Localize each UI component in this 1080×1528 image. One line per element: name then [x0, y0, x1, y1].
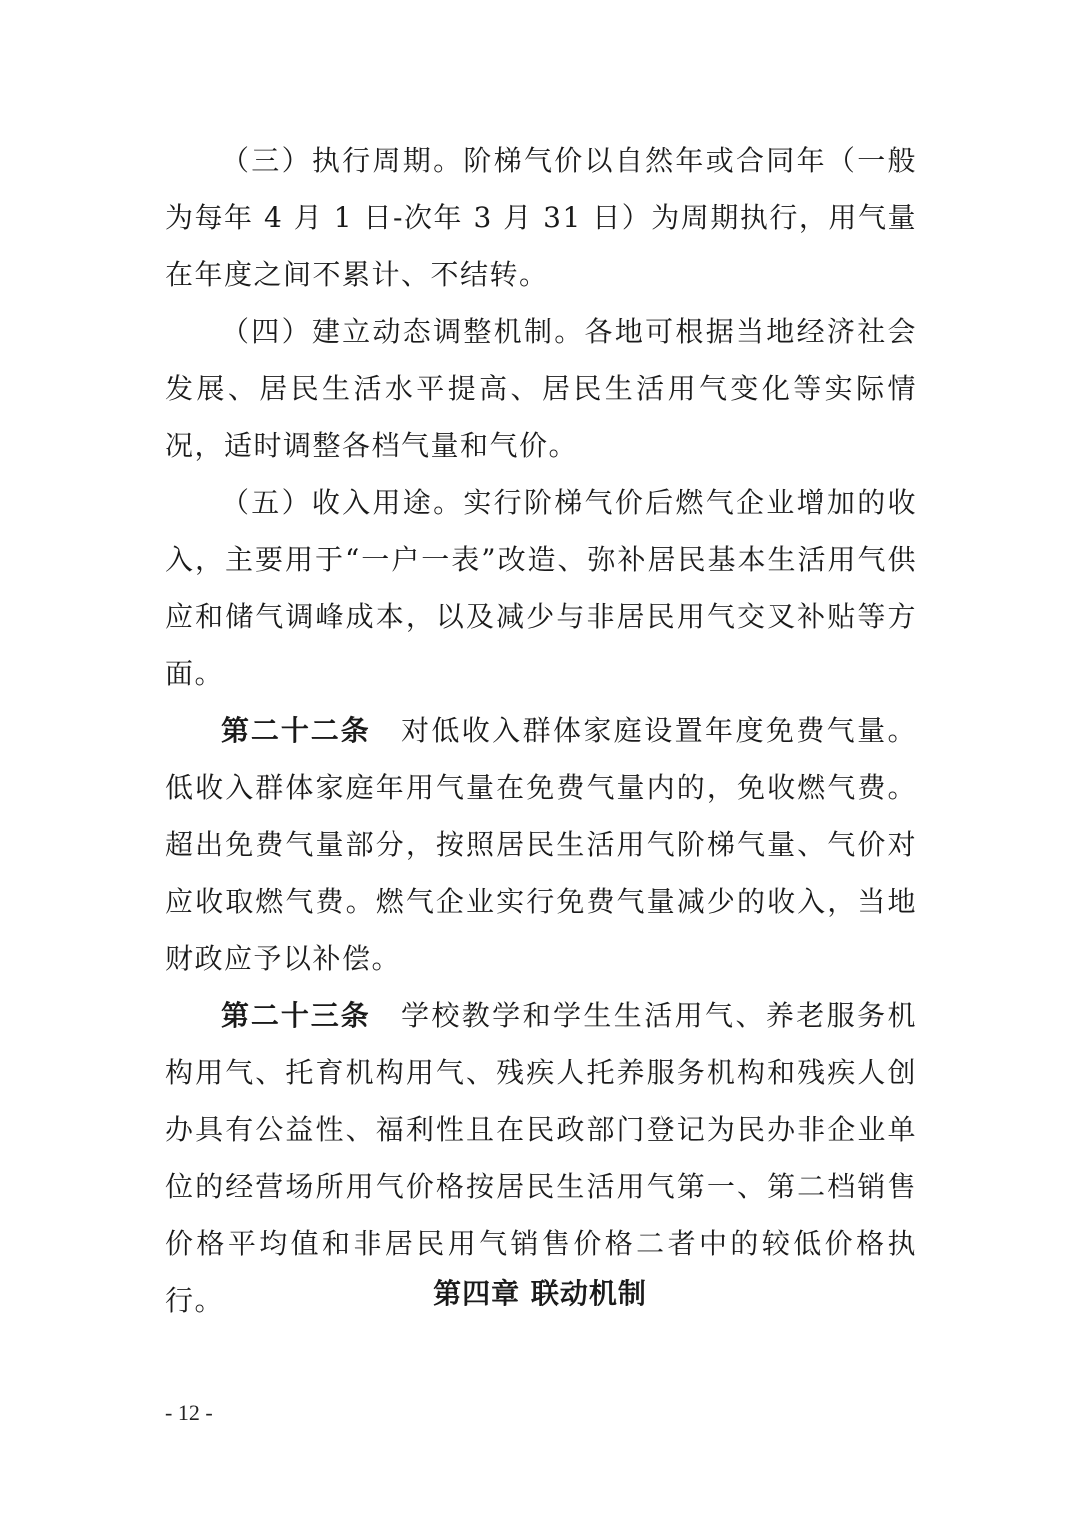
paragraph-period — [165, 132, 917, 303]
paragraph-text: （五）收入用途。实行阶梯气价后燃气企业增加的收入，主要用于“一户一表”改造、弥补居民基本生活用气供应和储气调峰成本，以及减少与非居民用气交叉补贴等方面。 — [165, 486, 917, 690]
paragraph-dynamic-adjustment — [165, 303, 917, 474]
article-text: 学校教学和学生生活用气、养老服务机构用气、托育机构用气、残疾人托养服务机构和残疾人创办具有公益性、福利性且在民政部门登记为民办非企业单位的经营场所用气价格按居民生活用气第一、第二档销售价格平均值和非居民用气销售价格二者中的较低价格执行。 — [165, 999, 917, 1317]
paragraph-revenue-use — [165, 474, 917, 702]
page-number: - 12 - — [165, 1400, 213, 1425]
article-22 — [165, 702, 917, 987]
article-heading: 第二十二条 — [221, 714, 371, 747]
paragraph-text: （四）建立动态调整机制。各地可根据当地经济社会发展、居民生活水平提高、居民生活用气变化等实际情况，适时调整各档气量和气价。 — [165, 315, 917, 462]
chapter-title: 第四章 联动机制 — [433, 1277, 647, 1310]
article-heading: 第二十三条 — [221, 999, 371, 1032]
article-text: 对低收入群体家庭设置年度免费气量。低收入群体家庭年用气量在免费气量内的，免收燃气费。超出免费气量部分，按照居民生活用气阶梯气量、气价对应收取燃气费。燃气企业实行免费气量减少的收入，当地财政应予以补偿。 — [165, 714, 917, 975]
paragraph-text: （三）执行周期。阶梯气价以自然年或合同年（一般为每年 4 月 1 日-次年 3 月 31 日）为周期执行，用气量在年度之间不累计、不结转。 — [165, 144, 917, 291]
document-body — [165, 132, 917, 1329]
